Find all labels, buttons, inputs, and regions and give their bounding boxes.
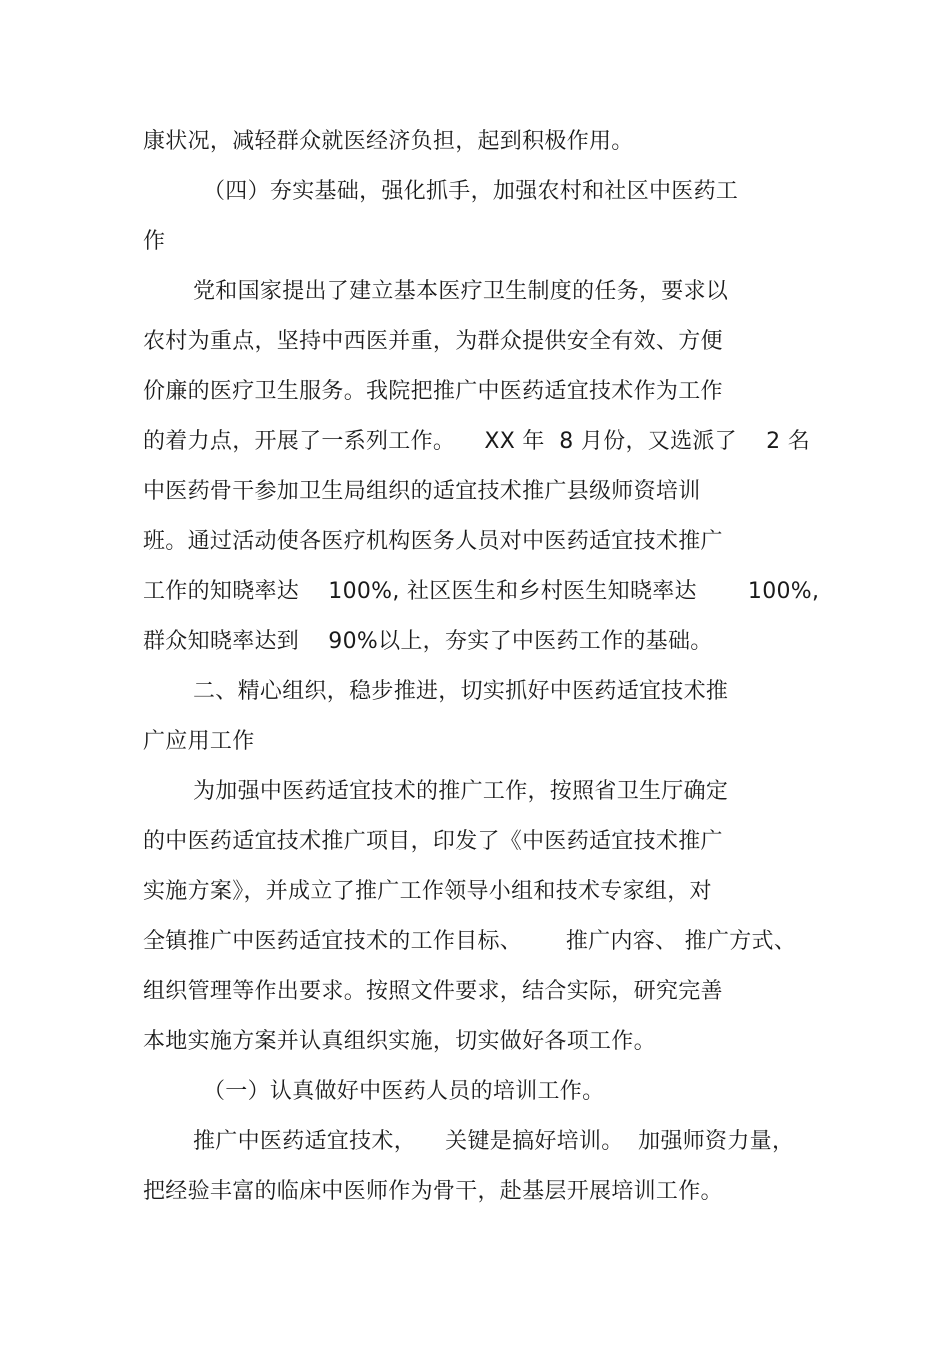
subsection-heading-1: （一）认真做好中医药人员的培训工作。 [203,1079,605,1104]
text-line: 组织管理等作出要求。按照文件要求，结合实际，研究完善 [143,979,723,1004]
text-line: 全镇推广中医药适宜技术的工作目标、 推广内容、 推广方式、 [143,929,797,954]
text-line: 中医药骨干参加卫生局组织的适宜技术推广县级师资培训 [143,479,701,504]
text-line: 的中医药适宜技术推广项目，印发了《中医药适宜技术推广 [143,829,723,854]
text-line: 推广中医药适宜技术， 关键是搞好培训。 加强师资力量， [193,1129,795,1154]
section-heading-4: （四）夯实基础，强化抓手，加强农村和社区中医药工 [203,179,739,204]
text-line: 农村为重点，坚持中西医并重，为群众提供安全有效、方便 [143,329,723,354]
text-line: 党和国家提出了建立基本医疗卫生制度的任务，要求以 [193,279,729,304]
text-line: 班。通过活动使各医疗机构医务人员对中医药适宜技术推广 [143,529,723,554]
section-heading-2-cont: 广应用工作 [143,729,255,754]
text-line: 本地实施方案并认真组织实施，切实做好各项工作。 [143,1029,656,1054]
text-line: 把经验丰富的临床中医师作为骨干，赴基层开展培训工作。 [143,1179,723,1204]
text-line: 工作的知晓率达 100%, 社区医生和乡村医生知晓率达 100%, [143,579,820,604]
text-line: 康状况，减轻群众就医经济负担，起到积极作用。 [143,129,634,154]
text-line: 的着力点，开展了一系列工作。 XX 年 8 月份，又选派了 2 名 [143,429,811,454]
text-line: 价廉的医疗卫生服务。我院把推广中医药适宜技术作为工作 [143,379,723,404]
text-line: 实施方案》，并成立了推广工作领导小组和技术专家组，对 [143,879,712,904]
section-heading-4-cont: 作 [143,229,166,254]
text-line: 为加强中医药适宜技术的推广工作，按照省卫生厅确定 [193,779,729,804]
section-heading-2: 二、精心组织，稳步推进，切实抓好中医药适宜技术推 [193,679,729,704]
text-line: 群众知晓率达到 90%以上，夯实了中医药工作的基础。 [143,629,713,654]
